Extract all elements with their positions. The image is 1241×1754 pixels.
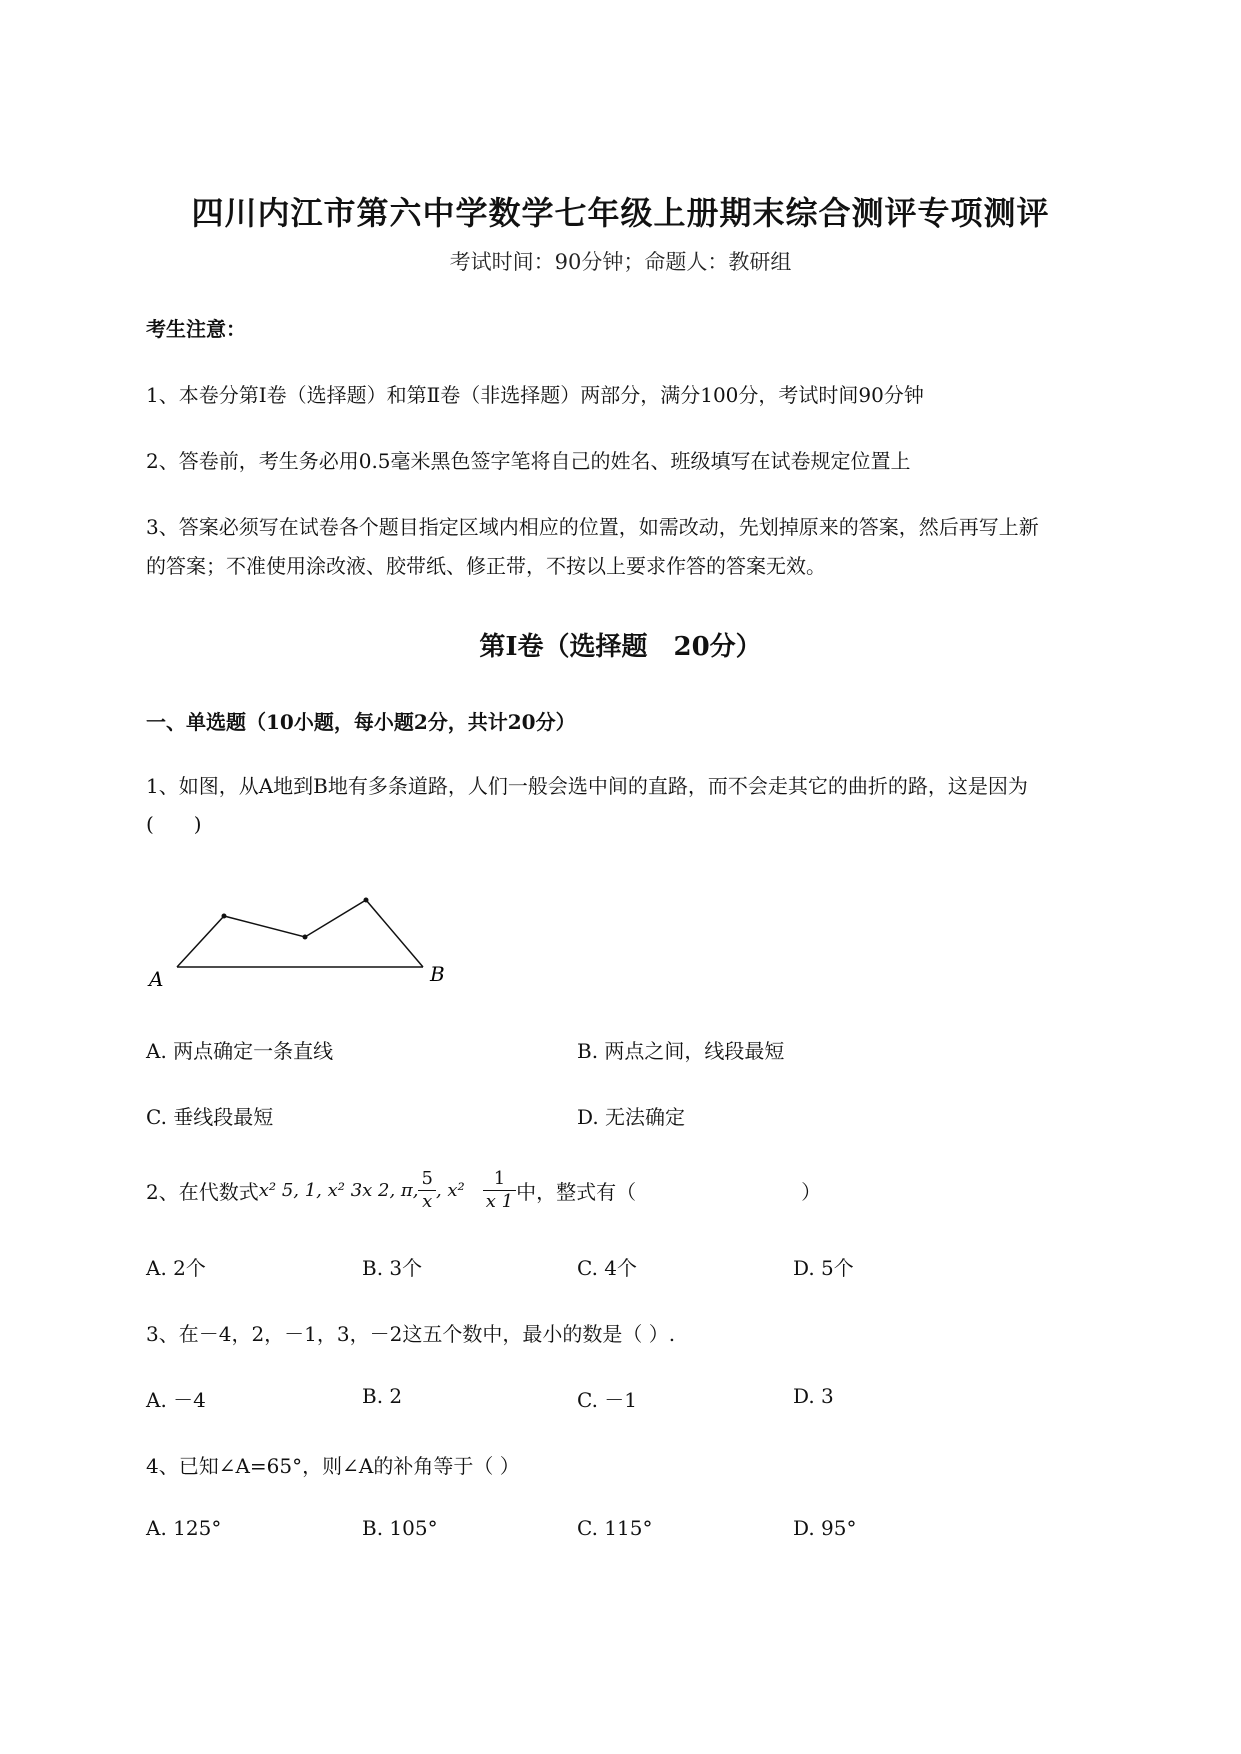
q1-stem: 1、如图，从A地到B地有多条道路，人们一般会选中间的直路，而不会走其它的曲折的路，这是因为 <box>146 774 1028 798</box>
q1-option-a[interactable]: A. 两点确定一条直线 <box>146 1039 334 1063</box>
q4-option-b[interactable]: B. 105° <box>362 1516 438 1540</box>
q2-stem-close: ） <box>801 1179 822 1204</box>
q4-option-c[interactable]: C. 115° <box>577 1516 653 1540</box>
q2-option-c[interactable]: C. 4个 <box>577 1256 638 1280</box>
q2-stem-suffix: 中，整式有（ <box>516 1179 637 1204</box>
q2-stem <box>146 1160 821 1220</box>
q3-stem: 3、在－4，2，－1，3，－2这五个数中，最小的数是（ ）. <box>146 1322 676 1346</box>
notice-item-2: 2、答卷前，考生务必用0.5毫米黑色签字笔将自己的姓名、班级填写在试卷规定位置上 <box>146 449 911 473</box>
q2-expression-2: , x² <box>435 1179 465 1201</box>
q3-option-a[interactable]: A. －4 <box>146 1388 206 1412</box>
q2-fraction-1: $\frac{5}{x}$ <box>418 1168 435 1213</box>
part-heading: 一、单选题（10小题，每小题2分，共计20分） <box>146 710 576 734</box>
q2-fraction-2: $\frac{1}{x 1}$ <box>483 1168 516 1213</box>
notice-item-1: 1、本卷分第I卷（选择题）和第Ⅱ卷（非选择题）两部分，满分100分，考试时间90分钟 <box>146 383 924 407</box>
q2-option-d[interactable]: D. 5个 <box>793 1256 854 1280</box>
q3-option-b[interactable]: B. 2 <box>362 1384 403 1408</box>
q4-stem: 4、已知∠A=65°，则∠A的补角等于（ ） <box>146 1454 520 1478</box>
q2-option-a[interactable]: A. 2个 <box>146 1256 206 1280</box>
notice-item-3: 3、答案必须写在试卷各个题目指定区域内相应的位置，如需改动，先划掉原来的答案，然后再写上新 <box>146 515 1039 539</box>
q2-option-b[interactable]: B. 3个 <box>362 1256 423 1280</box>
q1-figure <box>140 868 460 988</box>
q1-option-d[interactable]: D. 无法确定 <box>577 1105 686 1129</box>
point-b-label: B <box>430 962 445 986</box>
q3-option-d[interactable]: D. 3 <box>793 1384 834 1408</box>
q2-expression: x² 5, 1, x² 3x 2, π, <box>258 1179 419 1201</box>
path-point <box>364 898 369 903</box>
point-a-label: A <box>149 967 164 988</box>
section-title: 第I卷（选择题 20分） <box>479 632 762 662</box>
q4-option-a[interactable]: A. 125° <box>146 1516 222 1540</box>
notice-item-3-cont: 的答案；不准使用涂改液、胶带纸、修正带，不按以上要求作答的答案无效。 <box>146 554 826 578</box>
q4-option-d[interactable]: D. 95° <box>793 1516 857 1540</box>
q3-option-c[interactable]: C. －1 <box>577 1388 638 1412</box>
exam-title: 四川内江市第六中学数学七年级上册期末综合测评专项测评 <box>191 194 1050 232</box>
q1-paren: ( ) <box>146 812 202 836</box>
winding-path <box>177 900 423 967</box>
notice-heading: 考生注意： <box>146 317 246 341</box>
q1-option-c[interactable]: C. 垂线段最短 <box>146 1105 274 1129</box>
exam-subtitle: 考试时间：90分钟；命题人：教研组 <box>449 250 792 274</box>
path-point <box>303 935 308 940</box>
q1-option-b[interactable]: B. 两点之间，线段最短 <box>577 1039 785 1063</box>
q2-stem-prefix: 2、在代数式 <box>146 1179 259 1204</box>
path-point <box>222 914 227 919</box>
